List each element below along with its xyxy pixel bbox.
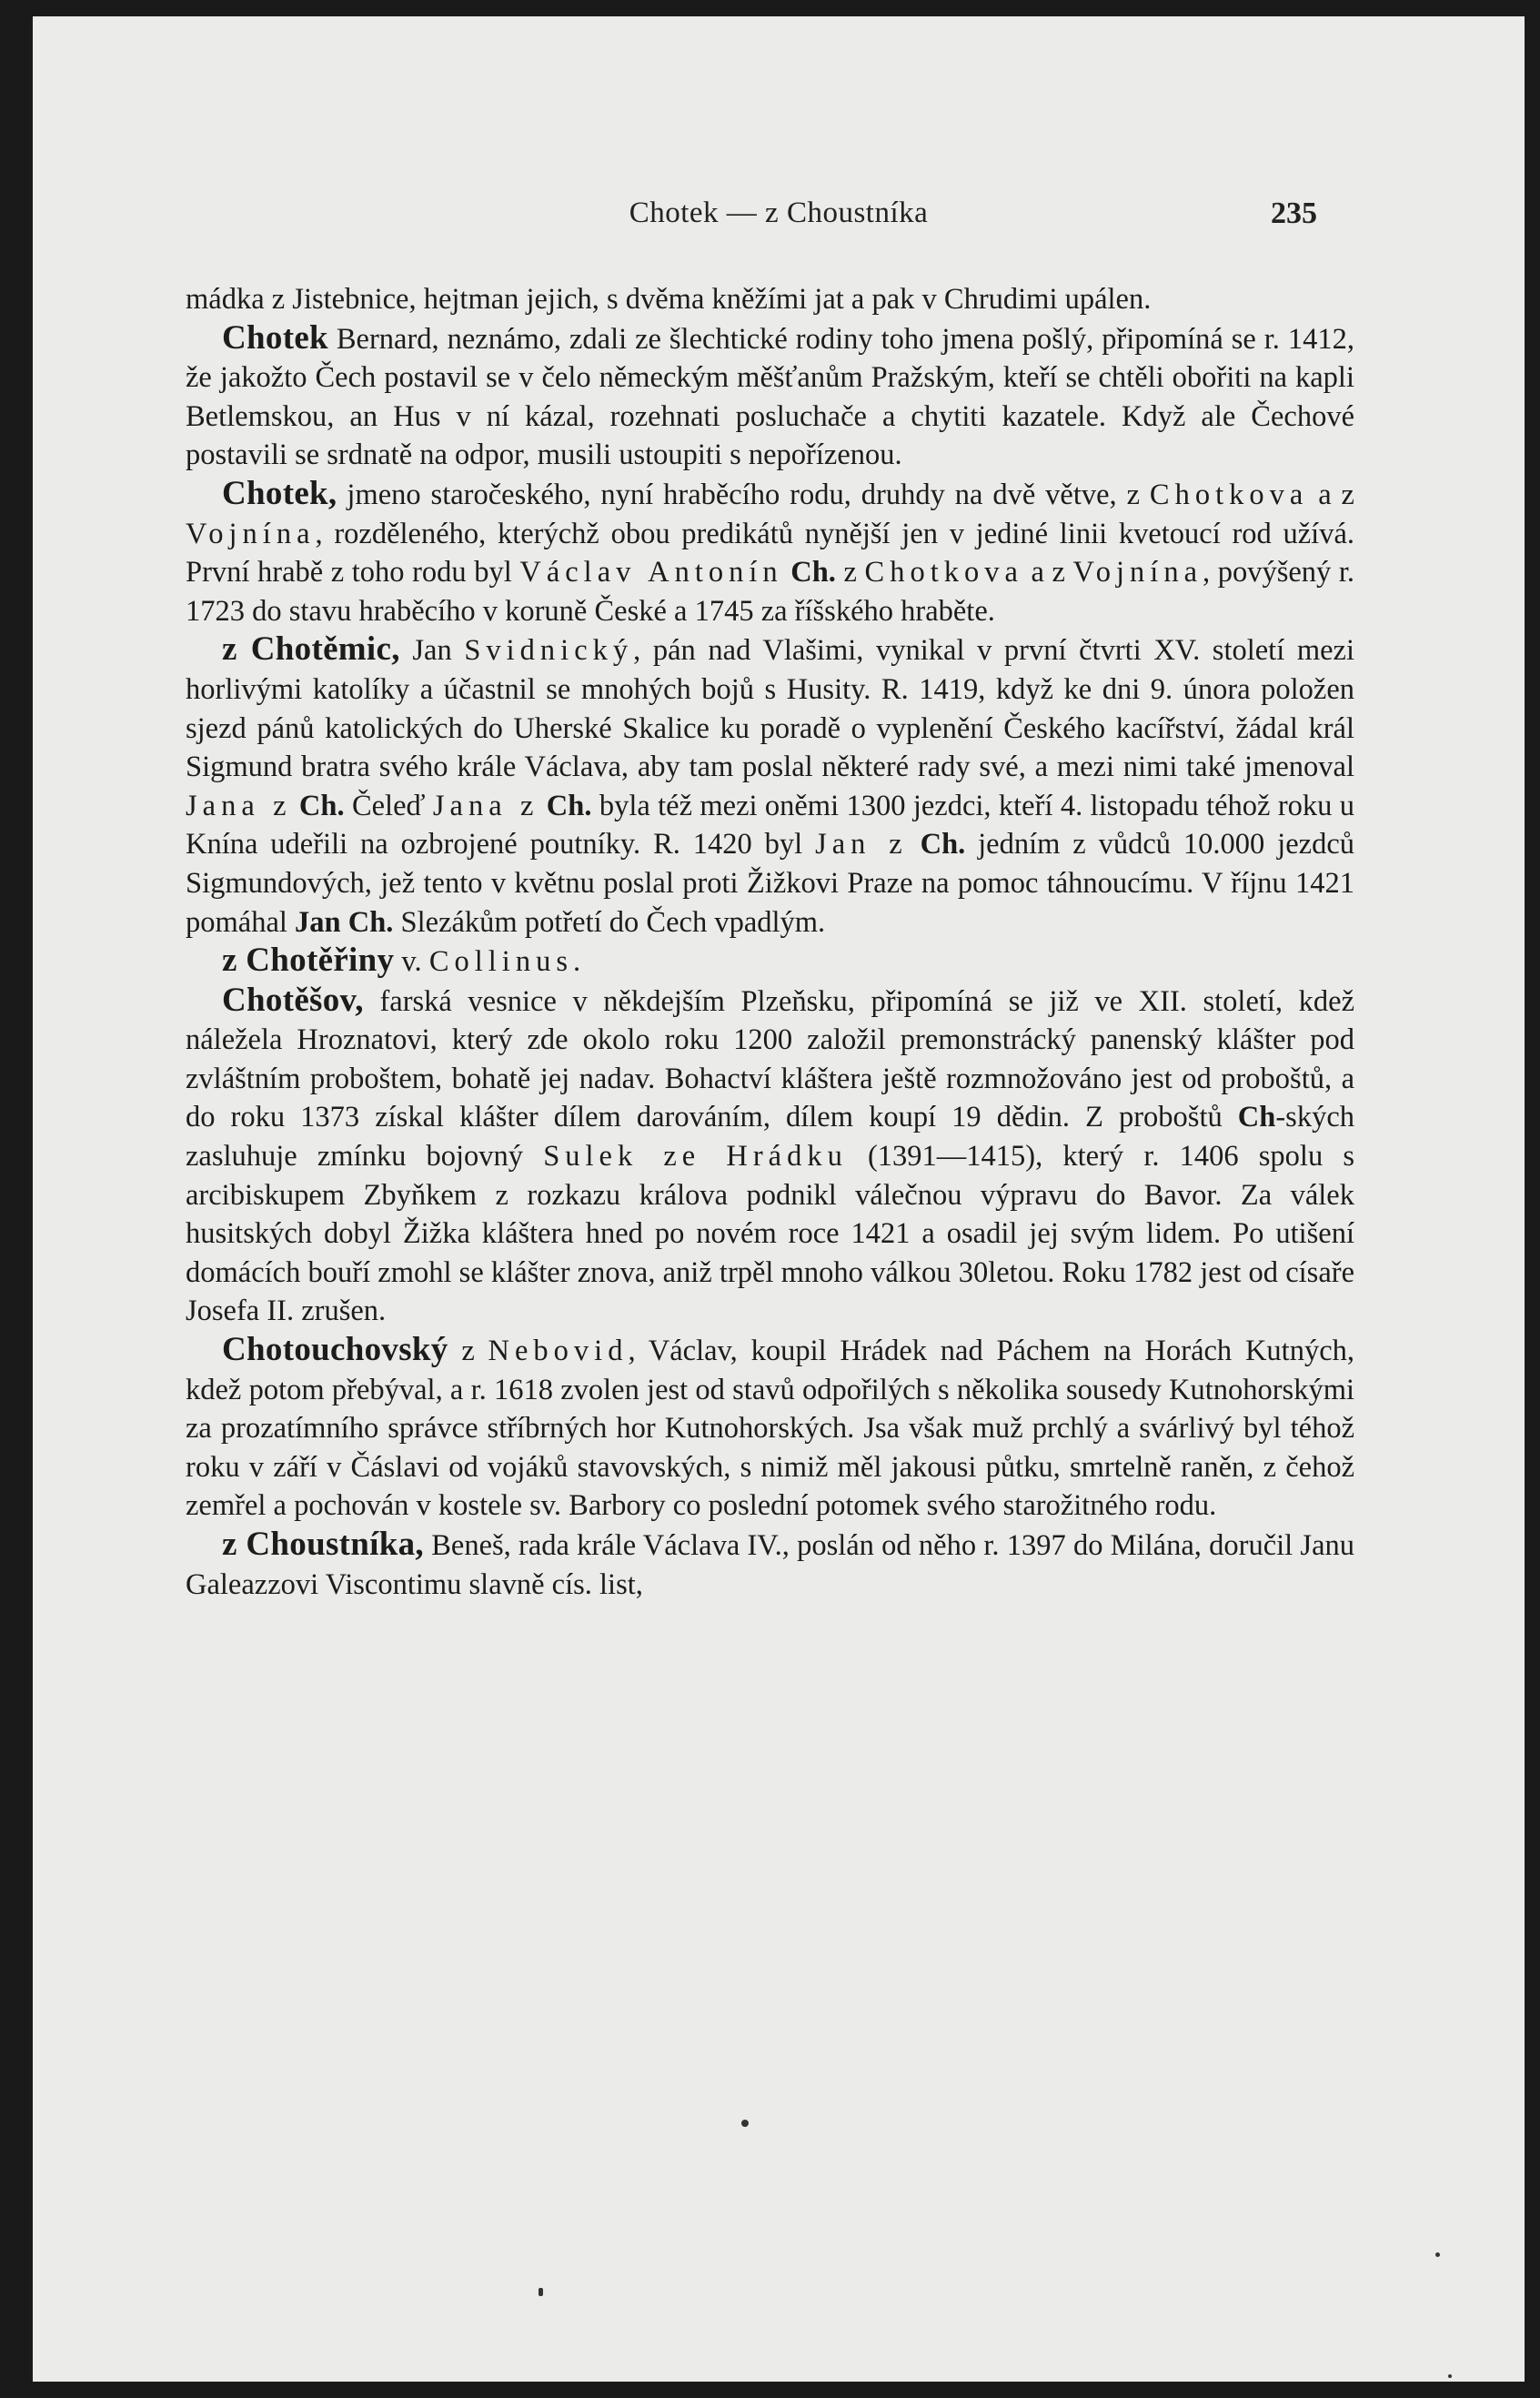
spaced-name: Collinus	[428, 945, 573, 979]
entry-chotesov	[186, 982, 1354, 1331]
entry-text	[783, 556, 791, 589]
spaced-name: Jana z	[186, 789, 292, 822]
abbreviation-ch: Ch.	[298, 789, 345, 822]
spaced-name: Vojnína	[186, 517, 316, 550]
ink-speck	[1448, 2374, 1452, 2378]
entry-text: Slezákům potřetí do Čech vpadlým.	[393, 905, 826, 939]
running-title: Chotek — z Choustníka	[629, 196, 929, 229]
page-number: 235	[1271, 196, 1317, 230]
ink-speck	[1435, 2252, 1440, 2257]
entry-headword: Chotek,	[222, 474, 337, 512]
entry-text: (1391—1415), který r. 1406 spolu s arcibiskupem Zbyňkem z rozkazu králova podnikl válečnou výpravu do Bavor. Za válek husitských dobyl Žižka kláštera hned po novém roce 1421 a osadil jej svým lidem. Po utišení domácích bouří zmohl se klášter znova, aniž trpěl mnoho válkou 30letou. Roku 1782 jest od císaře Josefa II. zrušen.	[186, 1140, 1354, 1328]
entry-chotek-rod	[186, 475, 1354, 630]
entry-text: -ských zasluhuje zmínku bojovný	[186, 1101, 1354, 1174]
entry-headword: z Chotěmic,	[222, 630, 400, 669]
abbreviation-ch: Ch	[1237, 1101, 1276, 1134]
entry-text: farská vesnice v někdejším Plzeňsku, připomíná se již ve XII. století, kdež náležela Hroznatovi, který zde okolo roku 1200 založil premonstrácký panenský klášter pod zvláštním proboštem, bohatě jej nadav. Bohactví kláštera ještě rozmnožováno jest od proboštů, a do roku 1373 získal klášter dílem darováním, dílem koupí 19 dědin. Z proboštů	[186, 984, 1354, 1134]
bold-name: Jan Ch.	[295, 905, 394, 939]
entry-text: z	[448, 1335, 488, 1368]
entry-text: a z	[1022, 556, 1073, 589]
entry-continuation	[186, 280, 1354, 319]
entry-headword: z Chotěřiny	[222, 942, 395, 980]
abbreviation-ch: Ch.	[546, 789, 592, 822]
entry-text	[908, 828, 921, 861]
entry-z-choustnika	[186, 1526, 1354, 1604]
entry-text: jedním z vůdců 10.000 jezdců Sigmundových, jež tento v květnu poslal proti Žižkovi Praze na pomoc táhnoucímu. V říjnu 1421 pomáhal	[186, 828, 1354, 939]
main-text	[186, 280, 1354, 1604]
entry-text: .	[572, 945, 581, 979]
entry-chotek-bernard	[186, 319, 1354, 475]
entry-headword: Chotek	[222, 318, 328, 357]
entry-text: , povýšený r. 1723 do stavu hraběcího v koruně České a 1745 za říšského hraběte.	[186, 556, 1354, 628]
spaced-name: Jana z	[432, 789, 539, 822]
spaced-name: Nebovid	[488, 1335, 629, 1368]
entry-headword: Chotouchovský	[222, 1331, 448, 1369]
entry-headword: z Choustníka,	[222, 1526, 424, 1563]
entry-z-chotemic	[186, 630, 1354, 942]
spaced-name: Vojnína	[1072, 556, 1203, 589]
entry-text: z	[835, 556, 865, 589]
spaced-name: Chotkova	[864, 556, 1023, 589]
spaced-name: Chotkova	[1149, 478, 1309, 511]
entry-text: Čeleď	[344, 789, 433, 822]
entry-headword: Chotěšov,	[222, 981, 364, 1019]
ink-speck	[538, 2288, 543, 2296]
book-page	[33, 16, 1525, 2382]
entry-text: a z	[1308, 478, 1354, 511]
entry-text: v.	[394, 945, 429, 979]
entry-text: jmeno staročeského, nyní hraběcího rodu, druhdy na dvě větve, z	[337, 478, 1150, 511]
entry-text: , Václav, koupil Hrádek nad Páchem na Horách Kutných, kdež potom přebýval, a r. 1618 zvolen jest od stavů odpořilých s několika sousedy Kutnohorskými za prozatímního správce stříbrných hor Kutnohorských. Jsa však muž prchlý a svárlivý byl téhož roku v září v Čáslavi od vojáků stavovských, s nimiž měl jakousi půtku, smrtelně raněn, z čehož zemřel a pochován v kostele sv. Barbory co poslední potomek svého starožitného rodu.	[186, 1335, 1354, 1523]
entry-text	[292, 790, 299, 822]
entry-text	[538, 790, 546, 822]
entry-body: mádka z Jistebnice, hejtman jejich, s dvěma kněžími jat a pak v Chrudimi upálen.	[186, 283, 1152, 316]
entry-body: Bernard, neznámo, zdali ze šlechtické rodiny toho jmena pošlý, připomíná se r. 1412, že jakožto Čech postavil se v čelo německým měšťanům Pražským, kteří se chtěli obořiti na kapli Betlemskou, an Hus v ní kázal, rozehnati posluchače a chytiti kazatele. Když ale Čechové postavili se srdnatě na odpor, musili ustoupiti s nepořízenou.	[186, 322, 1354, 472]
entry-body: Beneš, rada krále Václava IV., poslán od něho r. 1397 do Milána, doručil Janu Galeazzovi Viscontimu slavně cís. list,	[186, 1529, 1355, 1601]
entry-text: , pán nad Vlašimi, vynikal v první čtvrti XV. století mezi horlivými katolíky a účastnil se mnohých bojů s Husity. R. 1419, když ke dni 9. února položen sjezd pánů katolických do Uherské Skalice ku poradě o vyplenění Českého kacířství, žádal král Sigmund bratra svého krále Václava, aby tam poslal některé rady své, a mezi nimi také jmenoval	[186, 634, 1355, 784]
entry-text: , rozděleného, kterýchž obou predikátů nynější jen v jediné linii kvetoucí rod užívá. První hrabě z toho rodu byl	[186, 517, 1354, 589]
spaced-name: Svidnický	[464, 634, 634, 668]
entry-z-choteriny	[186, 942, 1354, 982]
entry-text: byla též mezi oněmi 1300 jezdci, kteří 4. listopadu téhož roku u Knína udeřili na ozbrojené poutníky. R. 1420 byl	[186, 789, 1354, 861]
ink-speck	[741, 2120, 749, 2127]
spaced-name: Jan z	[815, 828, 908, 861]
abbreviation-ch: Ch.	[920, 828, 966, 861]
abbreviation-ch: Ch.	[790, 556, 836, 589]
entry-text: Jan	[399, 634, 465, 668]
spaced-name: Sulek ze Hrádku	[543, 1140, 848, 1174]
spaced-name: Václav Antonín	[519, 556, 783, 589]
entry-chotouchovsky	[186, 1331, 1354, 1526]
page-header	[33, 196, 1525, 242]
